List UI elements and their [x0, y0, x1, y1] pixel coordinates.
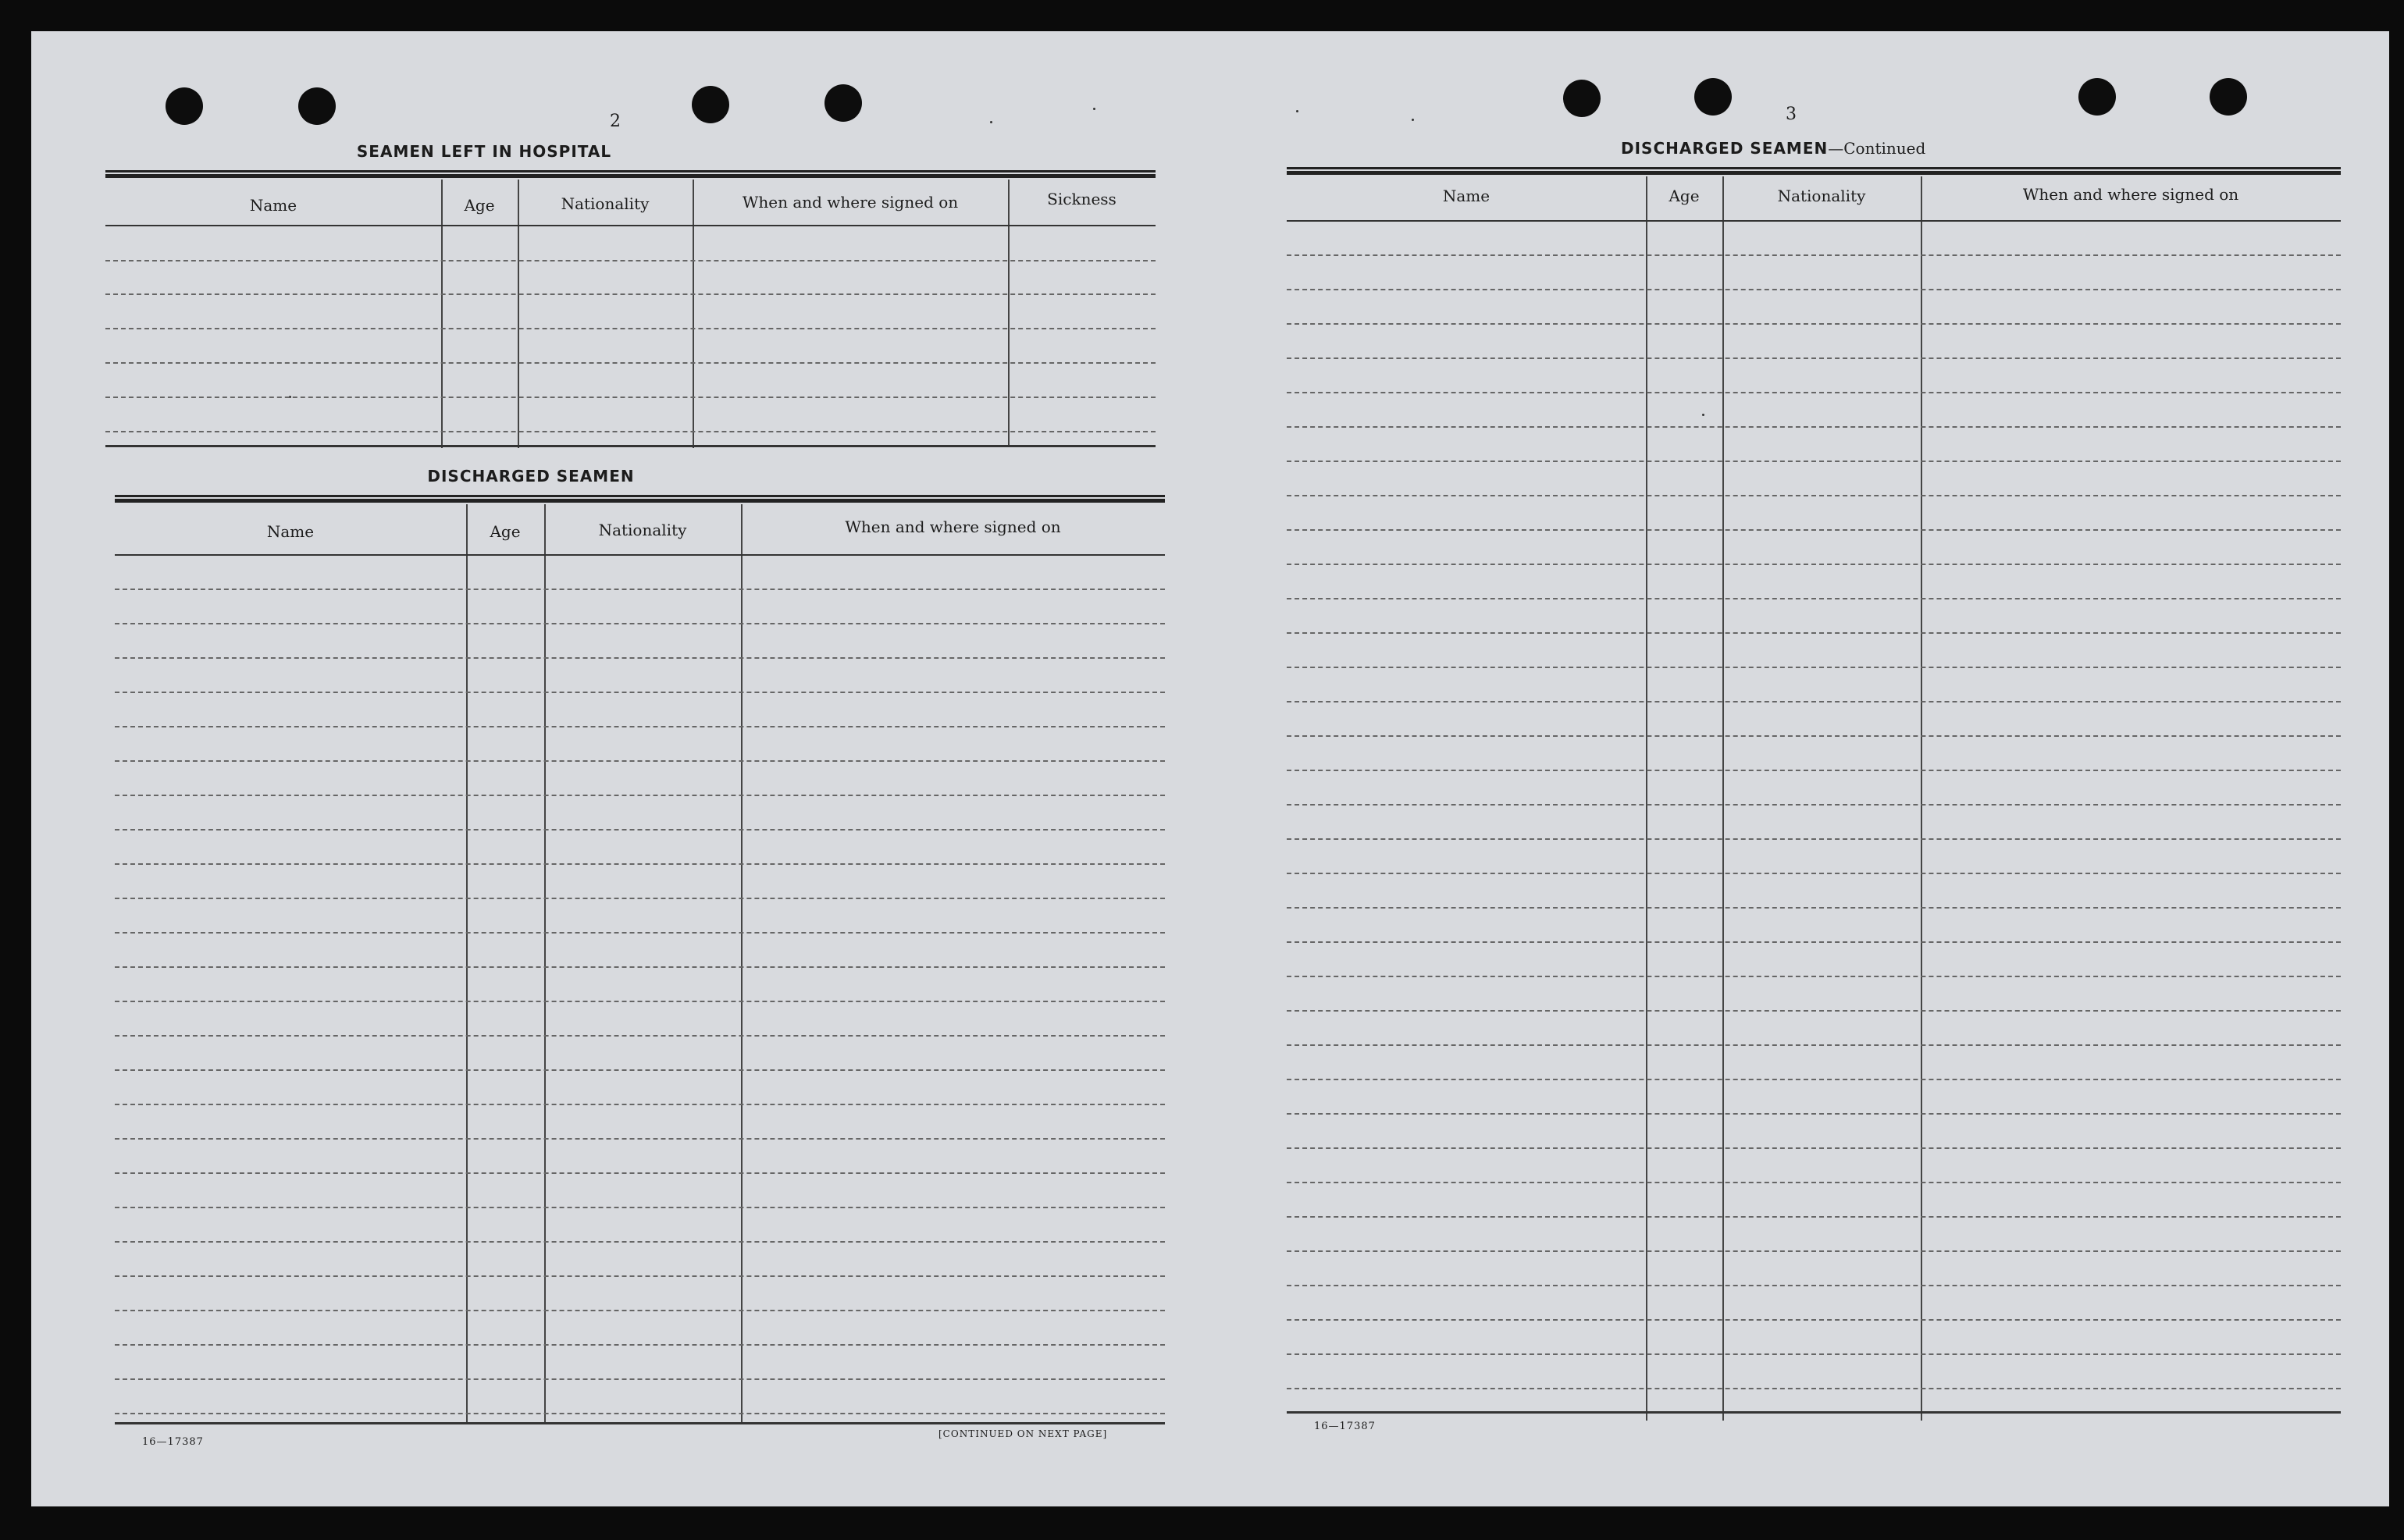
row-line [105, 397, 1156, 398]
column-divider [544, 504, 546, 1424]
row-line [1287, 357, 2341, 359]
row-line [1287, 564, 2341, 565]
column-divider [1646, 176, 1647, 1421]
row-line [1287, 735, 2341, 737]
column-header-nationality: Nationality [1777, 187, 1866, 205]
page-number-left: 2 [610, 112, 621, 131]
double-rule [1287, 167, 2341, 171]
table-bottom-rule [1287, 1411, 2341, 1414]
continued-note: [CONTINUED ON NEXT PAGE] [938, 1428, 1108, 1439]
speck [990, 121, 992, 123]
binder-hole [2078, 78, 2116, 116]
column-divider [741, 504, 743, 1424]
discharged-table [115, 495, 1165, 1471]
row-line [1287, 289, 2341, 290]
row-line [1287, 1113, 2341, 1115]
row-line [115, 1207, 1165, 1208]
row-line [115, 1275, 1165, 1277]
row-line [1287, 907, 2341, 909]
row-line [115, 1378, 1165, 1380]
row-line [115, 1310, 1165, 1311]
binder-hole [298, 87, 336, 125]
binder-hole [824, 84, 862, 122]
row-line [1287, 1319, 2341, 1321]
binder-hole [692, 86, 729, 123]
form-code-right: 16—17387 [1314, 1421, 1376, 1432]
row-line [115, 1001, 1165, 1002]
table-bottom-rule [115, 1422, 1165, 1424]
row-line [105, 260, 1156, 261]
row-line [1287, 1079, 2341, 1080]
column-header-sickness: Sickness [1047, 190, 1117, 208]
hospital-table-title: SEAMEN LEFT IN HOSPITAL [356, 142, 612, 161]
hospital-table [105, 170, 1156, 481]
row-line [1287, 529, 2341, 531]
binder-hole [166, 87, 203, 125]
column-divider [1008, 180, 1010, 445]
column-divider [1722, 176, 1724, 1421]
row-line [115, 1241, 1165, 1243]
row-line [1287, 1044, 2341, 1046]
discharged-continued-title [1621, 139, 1925, 158]
row-line [115, 829, 1165, 830]
row-line [105, 293, 1156, 295]
row-line [115, 589, 1165, 590]
row-line [105, 362, 1156, 364]
column-header-name: Name [1442, 187, 1490, 205]
row-line [115, 1035, 1165, 1037]
header-underline [115, 554, 1165, 556]
row-line [1287, 426, 2341, 428]
column-header-signed-on: When and where signed on [2022, 185, 2239, 204]
binder-hole [1563, 80, 1601, 117]
speck [1296, 110, 1298, 112]
column-divider [466, 504, 468, 1424]
column-header-signed-on: When and where signed on [845, 517, 1061, 536]
row-line [1287, 495, 2341, 496]
row-line [115, 1413, 1165, 1414]
title-main: DISCHARGED SEAMEN [1621, 139, 1829, 158]
column-header-signed-on: When and where signed on [742, 193, 959, 212]
double-rule [115, 495, 1165, 499]
row-line [1287, 1010, 2341, 1012]
row-line [1287, 1388, 2341, 1389]
header-underline [105, 225, 1156, 226]
row-line [105, 431, 1156, 432]
row-line [1287, 598, 2341, 599]
row-line [1287, 1353, 2341, 1355]
row-line [1287, 392, 2341, 393]
row-line [115, 760, 1165, 762]
row-line [115, 898, 1165, 899]
speck [1093, 108, 1095, 110]
row-line [1287, 1216, 2341, 1218]
row-line [115, 863, 1165, 865]
row-line [1287, 632, 2341, 634]
row-line [1287, 323, 2341, 325]
column-header-name: Name [266, 522, 315, 541]
row-line [115, 692, 1165, 693]
column-header-age: Age [1669, 187, 1700, 205]
row-line [1287, 701, 2341, 702]
table-bottom-rule [105, 445, 1156, 447]
document-sheet [31, 31, 2389, 1506]
row-line [1287, 1147, 2341, 1149]
row-line [1287, 461, 2341, 462]
row-line [1287, 667, 2341, 668]
row-line [115, 726, 1165, 727]
row-line [115, 1344, 1165, 1346]
column-header-age: Age [490, 522, 521, 541]
column-header-nationality: Nationality [561, 194, 650, 213]
row-line [105, 328, 1156, 329]
row-line [115, 1069, 1165, 1071]
column-header-name: Name [249, 196, 297, 215]
row-line [1287, 873, 2341, 874]
row-line [115, 1138, 1165, 1140]
row-line [1287, 1285, 2341, 1286]
header-underline [1287, 220, 2341, 222]
speck [1412, 119, 1414, 121]
row-line [115, 932, 1165, 934]
page-number-right: 3 [1786, 105, 1797, 124]
column-divider [1921, 176, 1922, 1421]
row-line [1287, 976, 2341, 977]
row-line [115, 657, 1165, 659]
column-header-nationality: Nationality [598, 521, 687, 539]
row-line [1287, 254, 2341, 256]
row-line [115, 623, 1165, 624]
binder-hole [1694, 78, 1732, 116]
form-code-left: 16—17387 [142, 1436, 204, 1448]
discharged-continued-table [1287, 167, 2341, 1447]
row-line [115, 966, 1165, 968]
column-header-age: Age [464, 196, 495, 215]
discharged-table-title: DISCHARGED SEAMEN [427, 467, 635, 485]
double-rule [105, 170, 1156, 174]
row-line [1287, 838, 2341, 840]
row-line [1287, 941, 2341, 943]
row-line [1287, 1250, 2341, 1252]
row-line [115, 1104, 1165, 1105]
row-line [1287, 804, 2341, 806]
row-line [115, 1172, 1165, 1174]
row-line [1287, 1182, 2341, 1183]
title-continued: —Continued [1828, 139, 1926, 158]
row-line [115, 795, 1165, 796]
row-line [1287, 770, 2341, 771]
binder-hole [2210, 78, 2247, 116]
